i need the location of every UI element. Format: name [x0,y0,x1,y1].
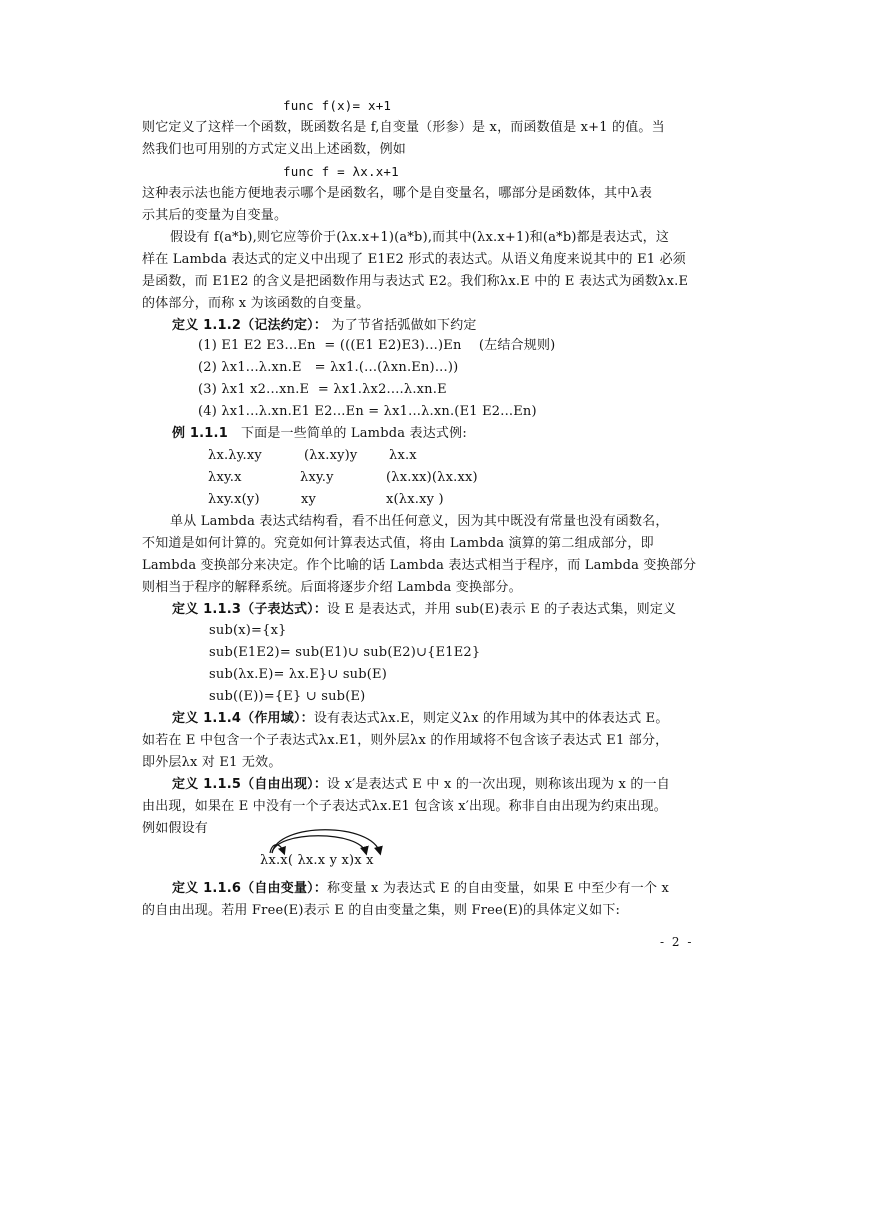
definition-text: 设 x′是表达式 E 中 x 的一次出现，则称该出现为 x 的一自 [327,777,671,792]
sub-rule: sub((E))={E} ∪ sub(E) [209,689,366,704]
example-expr: x(λx.xy ) [386,492,444,507]
lambda-expression: λx.x( λx.x y x)x x [260,853,374,868]
definition-label: 定义 1.1.5（自由出现）： [172,777,328,792]
example-expr: (λx.xx)(λx.xx) [386,470,478,485]
definition-label: 定义 1.1.4（作用域）： [172,711,314,726]
code-func-fx: func f(x)= x+1 [283,98,392,113]
paragraph-line: 的自由出现。若用 Free(E)表示 E 的自由变量之集，则 Free(E)的具体定义如下: [142,903,621,918]
example-text: 下面是一些简单的 Lambda 表达式例: [240,426,467,441]
example-1-1-1 [172,423,467,445]
paragraph-line: Lambda 变换部分来决定。作个比喻的话 Lambda 表达式相当于程序，而 Lambda 变换部分 [142,558,697,573]
paragraph-line: 例如假设有 [142,821,209,836]
notation-rule: (2) λx1...λ.xn.E = λx1.(...(λxn.En)...)) [198,360,459,375]
definition-text: 设有表达式λx.E，则定义λx 的作用域为其中的体表达式 E。 [313,711,669,726]
definition-1-1-6 [172,878,669,900]
paragraph-line: 的体部分，而称 x 为该函数的自变量。 [142,296,370,311]
sub-rule: sub(E1E2)= sub(E1)∪ sub(E2)∪{E1E2} [209,645,481,660]
paragraph-line: 则它定义了这样一个函数，既函数名是 f,自变量（形参）是 x，而函数值是 x+1 的值。当 [142,120,665,135]
paragraph-line: 则相当于程序的解释系统。后面将逐步介绍 Lambda 变换部分。 [142,580,522,595]
example-expr: λxy.y [300,470,334,485]
definition-label: 定义 1.1.6（自由变量）： [172,881,328,896]
example-expr: (λx.xy)y [304,448,358,463]
paragraph-line: 是函数，而 E1E2 的含义是把函数作用与表达式 E2。我们称λx.E 中的 E 表达式为函数λx.E [142,274,689,289]
paragraph-line: 假设有 f(a*b),则它应等价于(λx.x+1)(a*b),而其中(λx.x+1)和(a*b)都是表达式，这 [170,230,670,245]
definition-text: 设 E 是表达式，并用 sub(E)表示 E 的子表达式集，则定义 [327,602,677,617]
example-expr: λx.λy.xy [208,448,262,463]
example-label: 例 1.1.1 [172,426,228,441]
paragraph-line: 样在 Lambda 表达式的定义中出现了 E1E2 形式的表达式。从语义角度来说其中的 E1 必须 [142,252,686,267]
notation-rule: (3) λx1 x2...xn.E = λx1.λx2....λ.xn.E [198,382,447,397]
sub-rule: sub(x)={x} [209,623,287,638]
paragraph-line: 这种表示法也能方便地表示哪个是函数名，哪个是自变量名，哪部分是函数体，其中λ表 [142,186,653,201]
paragraph-line: 如若在 E 中包含一个子表达式λx.E1，则外层λx 的作用域将不包含该子表达式 E1 部分， [142,733,669,748]
definition-label: 定义 1.1.2（记法约定）： [172,318,328,333]
example-expr: λxy.x(y) [208,492,260,507]
example-expr: λxy.x [208,470,242,485]
definition-1-1-5 [172,774,670,796]
paragraph-line: 不知道是如何计算的。究竟如何计算表达式值，将由 Lambda 演算的第二组成部分，即 [142,536,654,551]
definition-text: 称变量 x 为表达式 E 的自由变量，如果 E 中至少有一个 x [327,881,670,896]
paragraph-line: 由出现，如果在 E 中没有一个子表达式λx.E1 包含该 x′出现。称非自由出现为约束出现。 [142,799,667,814]
paragraph-line: 单从 Lambda 表达式结构看，看不出任何意义，因为其中既没有常量也没有函数名， [170,514,669,529]
notation-rule: (1) E1 E2 E3...En = (((E1 E2)E3)...)En (左结合规则) [198,338,556,353]
code-func-lambda: func f = λx.x+1 [283,164,399,179]
definition-text: 为了节省括弧做如下约定 [331,318,477,333]
definition-1-1-3 [172,599,676,621]
definition-1-1-2 [172,315,477,337]
paragraph-line: 示其后的变量为自变量。 [142,208,288,223]
definition-label: 定义 1.1.3（子表达式）： [172,602,328,617]
notation-rule: (4) λx1...λ.xn.E1 E2...En = λx1...λ.xn.(E1 E2...En) [198,404,537,419]
paragraph-line: 然我们也可用别的方式定义出上述函数，例如 [142,142,407,157]
example-expr: λx.x [389,448,417,463]
example-expr: xy [301,492,317,507]
paragraph-line: 即外层λx 对 E1 无效。 [142,755,282,770]
definition-1-1-4 [172,708,669,730]
page-number: - 2 - [660,935,694,949]
sub-rule: sub(λx.E)= λx.E}∪ sub(E) [209,667,388,682]
